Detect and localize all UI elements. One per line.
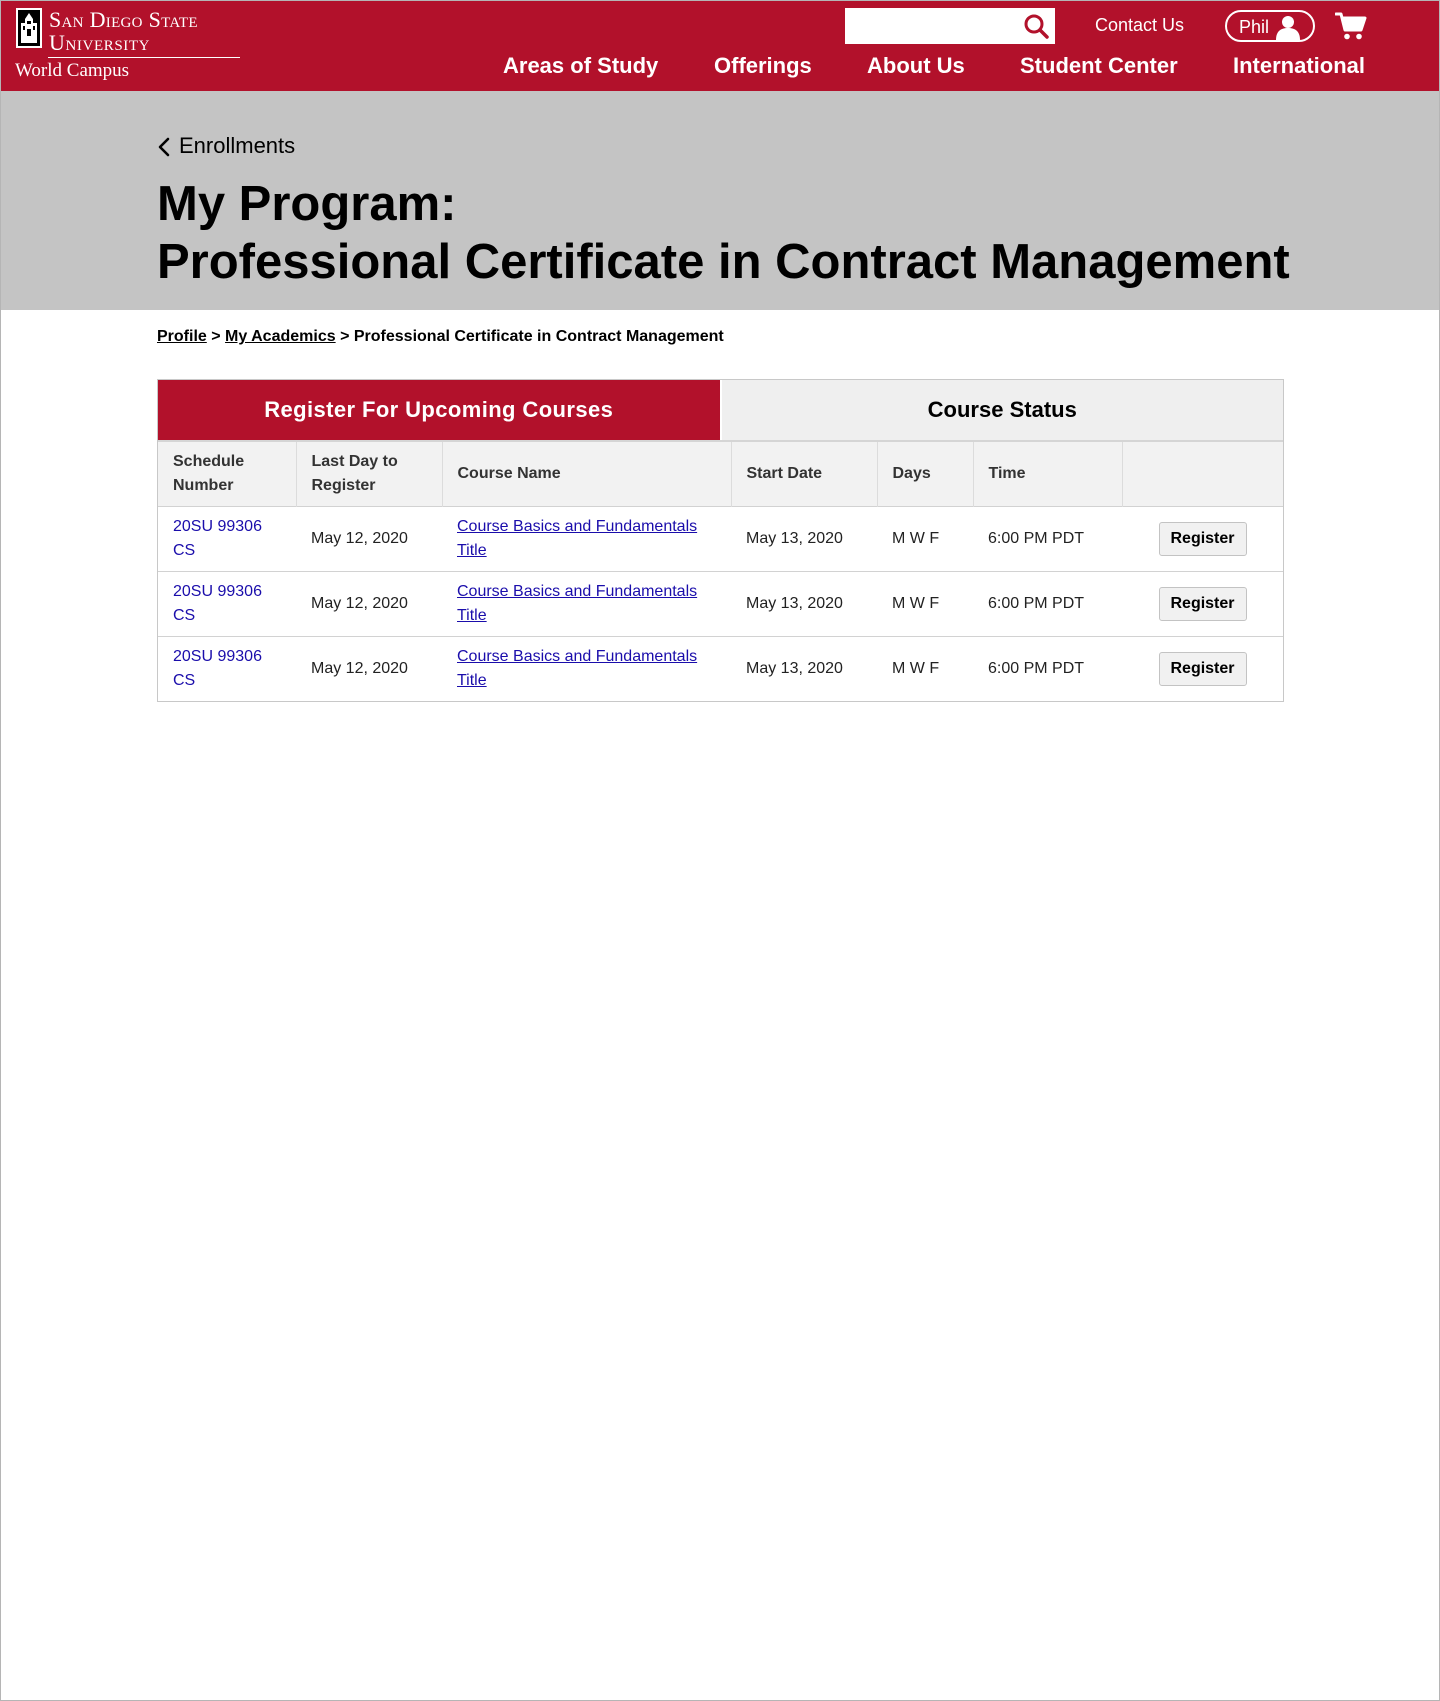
days: M W F bbox=[877, 572, 973, 637]
course-name-link[interactable]: Course Basics and Fundamentals Title bbox=[457, 648, 698, 689]
nav-about-us[interactable]: About Us bbox=[867, 53, 965, 78]
column-header-time[interactable]: Time bbox=[973, 441, 1122, 507]
table-row bbox=[158, 637, 1283, 702]
user-menu-button[interactable] bbox=[1225, 10, 1315, 42]
schedule-number: 20SU 99306 CS bbox=[158, 637, 296, 702]
time: 6:00 PM PDT bbox=[973, 637, 1122, 702]
user-icon bbox=[1275, 14, 1301, 40]
course-name-link[interactable]: Course Basics and Fundamentals Title bbox=[457, 583, 698, 624]
column-header-days[interactable]: Days bbox=[877, 441, 973, 507]
tab-bar bbox=[158, 380, 1283, 440]
chevron-left-icon bbox=[157, 137, 171, 157]
cart-icon[interactable] bbox=[1335, 11, 1367, 41]
tab-course-status[interactable]: Course Status bbox=[720, 380, 1284, 440]
action-cell bbox=[1122, 507, 1283, 572]
time: 6:00 PM PDT bbox=[973, 572, 1122, 637]
contact-us-link[interactable]: Contact Us bbox=[1095, 15, 1185, 35]
action-cell bbox=[1122, 572, 1283, 637]
course-name-cell bbox=[442, 507, 731, 572]
last-day-to-register: May 12, 2020 bbox=[296, 507, 442, 572]
breadcrumb-profile[interactable]: Profile bbox=[157, 328, 207, 345]
register-button[interactable]: Register bbox=[1159, 587, 1247, 621]
days: M W F bbox=[877, 637, 973, 702]
logo-line-university: University bbox=[49, 30, 151, 55]
register-button[interactable]: Register bbox=[1159, 522, 1247, 556]
schedule-number: 20SU 99306 CS bbox=[158, 507, 296, 572]
start-date: May 13, 2020 bbox=[731, 572, 877, 637]
page-title-line2: Professional Certificate in Contract Management bbox=[157, 235, 1290, 289]
site-header bbox=[1, 1, 1439, 91]
tab-register-upcoming-courses[interactable]: Register For Upcoming Courses bbox=[158, 380, 720, 440]
main-nav bbox=[1, 53, 1439, 83]
breadcrumb-separator: > bbox=[211, 328, 221, 345]
courses-panel bbox=[157, 379, 1284, 702]
days: M W F bbox=[877, 507, 973, 572]
column-header-last-day[interactable]: Last Day to Register bbox=[296, 441, 442, 507]
page-title bbox=[157, 175, 1290, 291]
register-button[interactable]: Register bbox=[1159, 652, 1247, 686]
table-header-row bbox=[158, 441, 1283, 507]
search-icon[interactable] bbox=[1023, 13, 1049, 39]
breadcrumb bbox=[157, 328, 724, 346]
page-title-line1: My Program: bbox=[157, 177, 457, 231]
last-day-to-register: May 12, 2020 bbox=[296, 637, 442, 702]
last-day-to-register: May 12, 2020 bbox=[296, 572, 442, 637]
table-row bbox=[158, 507, 1283, 572]
course-name-cell bbox=[442, 572, 731, 637]
user-name: Phil bbox=[1239, 17, 1270, 37]
time: 6:00 PM PDT bbox=[973, 507, 1122, 572]
breadcrumb-current: Professional Certificate in Contract Management bbox=[353, 328, 724, 345]
search-input[interactable] bbox=[845, 8, 1031, 44]
logo-line-world-campus: World Campus bbox=[15, 60, 130, 81]
nav-student-center[interactable]: Student Center bbox=[1020, 53, 1178, 78]
column-header-action bbox=[1122, 441, 1283, 507]
column-header-schedule-number[interactable]: Schedule Number bbox=[158, 441, 296, 507]
nav-areas-of-study[interactable]: Areas of Study bbox=[503, 53, 659, 78]
course-name-cell bbox=[442, 637, 731, 702]
page-hero bbox=[1, 91, 1439, 310]
column-header-start-date[interactable]: Start Date bbox=[731, 441, 877, 507]
start-date: May 13, 2020 bbox=[731, 507, 877, 572]
nav-international[interactable]: International bbox=[1233, 53, 1366, 78]
breadcrumb-my-academics[interactable]: My Academics bbox=[225, 328, 336, 345]
logo-line-university-name: San Diego State bbox=[49, 7, 198, 32]
back-link-label: Enrollments bbox=[179, 133, 296, 158]
schedule-number: 20SU 99306 CS bbox=[158, 572, 296, 637]
course-name-link[interactable]: Course Basics and Fundamentals Title bbox=[457, 518, 698, 559]
search-box bbox=[845, 8, 1055, 44]
breadcrumb-separator: > bbox=[340, 328, 350, 345]
action-cell bbox=[1122, 637, 1283, 702]
courses-table bbox=[158, 440, 1283, 701]
column-header-course-name[interactable]: Course Name bbox=[442, 441, 731, 507]
start-date: May 13, 2020 bbox=[731, 637, 877, 702]
table-row bbox=[158, 572, 1283, 637]
nav-offerings[interactable]: Offerings bbox=[714, 53, 812, 78]
university-seal-icon bbox=[15, 7, 43, 49]
